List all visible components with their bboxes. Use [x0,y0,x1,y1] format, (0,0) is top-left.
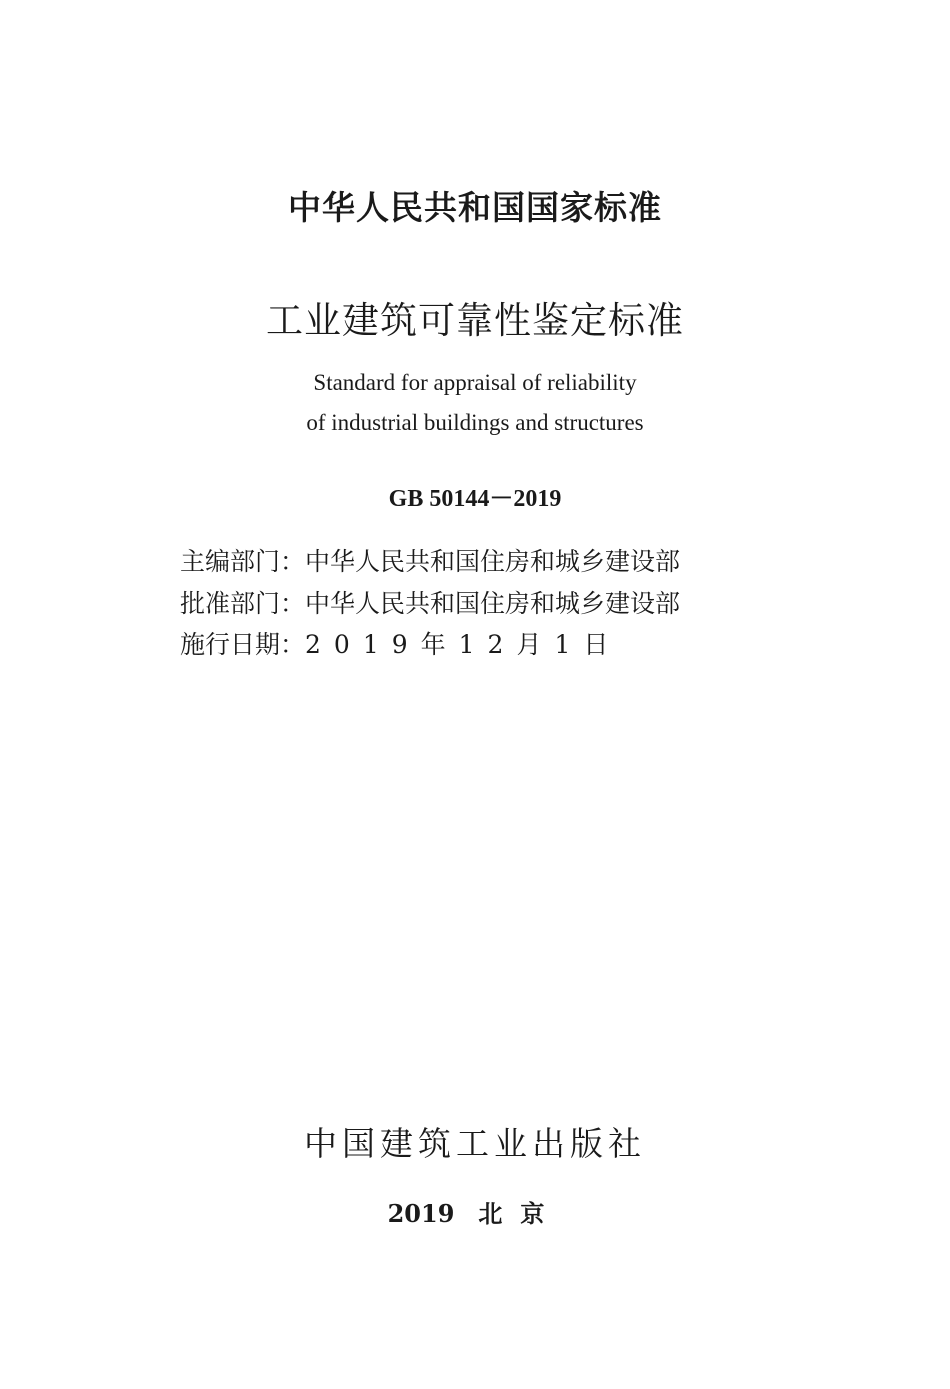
standard-code: GB 50144－2019 [388,486,562,512]
chief-department-label: 主编部门： [180,547,306,576]
publication-city: 北京 [478,1199,563,1228]
national-standard-heading: 中华人民共和国国家标准 [288,188,662,227]
publisher-name: 中国建筑工业出版社 [304,1124,646,1163]
approval-department-row [180,584,820,620]
effective-date-value: 2019年12月1日 [305,630,622,659]
approval-department-label: 批准部门： [180,589,306,618]
publication-year: 2019 [387,1199,455,1228]
document-title-english-line1: Standard for appraisal of reliability [313,370,637,395]
effective-date-label: 施行日期： [180,630,306,659]
document-title-english-line2: of industrial buildings and structures [306,410,644,435]
document-title-chinese: 工业建筑可靠性鉴定标准 [266,299,684,342]
publication-place [0,1194,950,1229]
effective-date-row [180,625,820,661]
approval-department-value: 中华人民共和国住房和城乡建设部 [305,589,681,618]
chief-department-row [180,542,820,578]
chief-department-value: 中华人民共和国住房和城乡建设部 [305,547,681,576]
